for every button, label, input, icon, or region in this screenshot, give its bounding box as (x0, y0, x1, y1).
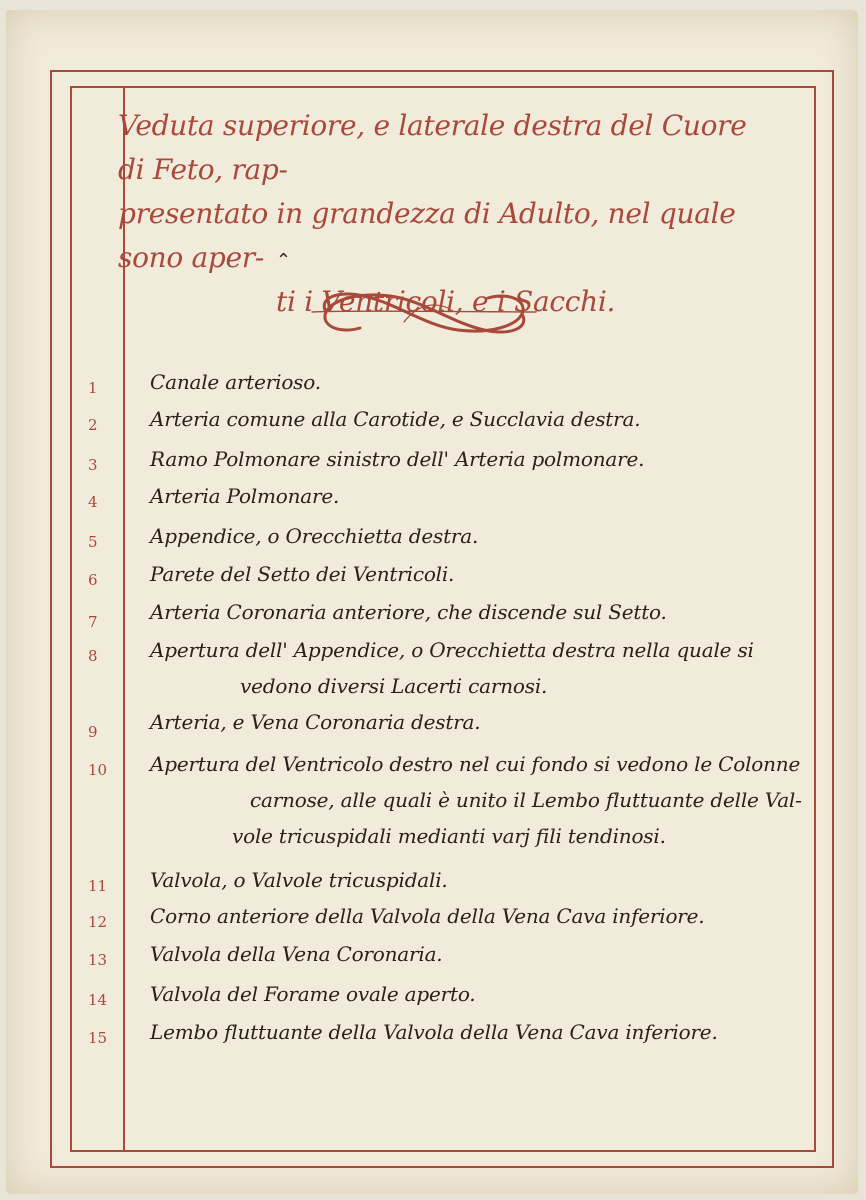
legend-line: Canale arterioso. (150, 370, 321, 394)
legend-line: Corno anteriore della Valvola della Vena Cava inferiore. (150, 904, 705, 928)
legend-text (150, 898, 790, 934)
legend-line: vole tricuspidali medianti varj fili tendinosi. (232, 824, 666, 848)
legend-line: carnose, alle quali è unito il Lembo fluttuante delle Val- (250, 788, 802, 812)
legend-line: Apertura dell' Appendice, o Orecchietta destra nella quale si (150, 638, 754, 662)
legend-line: Ramo Polmonare sinistro dell' Arteria polmonare. (150, 447, 645, 471)
legend-line: Appendice, o Orecchietta destra. (150, 524, 479, 548)
legend-text (150, 441, 790, 477)
legend-line: Valvola della Vena Coronaria. (150, 942, 443, 966)
calligraphic-flourish-icon (308, 282, 540, 344)
legend-text (150, 976, 790, 1012)
legend-number: 10 (88, 761, 108, 779)
legend-text (150, 594, 790, 630)
legend-number: 13 (88, 951, 108, 969)
legend-text (150, 364, 790, 400)
legend-line: Parete del Setto dei Ventricoli. (150, 562, 455, 586)
legend-number: 6 (88, 571, 98, 589)
legend-line: Arteria Polmonare. (150, 484, 340, 508)
legend-text (150, 936, 790, 972)
legend-line: Apertura del Ventricolo destro nel cui fondo si vedono le Colonne (150, 752, 801, 776)
legend-text (150, 478, 790, 514)
legend-text (150, 704, 790, 740)
legend-number: 3 (88, 456, 98, 474)
legend-number: 11 (88, 877, 108, 895)
legend-line: Arteria comune alla Carotide, e Succlavia destra. (150, 407, 641, 431)
legend-number: 12 (88, 913, 108, 931)
legend-number: 2 (88, 416, 98, 434)
legend-line: Lembo fluttuante della Valvola della Vena Cava inferiore. (150, 1020, 718, 1044)
legend-number: 15 (88, 1029, 108, 1047)
legend-line: Valvola del Forame ovale aperto. (150, 982, 476, 1006)
legend-number: 1 (88, 379, 98, 397)
caret-mark-icon: ⌃ (276, 250, 292, 271)
legend-text (150, 401, 790, 437)
legend-line: Arteria Coronaria anteriore, che discende sul Setto. (150, 600, 667, 624)
legend-line: vedono diversi Lacerti carnosi. (240, 674, 548, 698)
legend-text (150, 556, 790, 592)
legend-number: 7 (88, 613, 98, 631)
legend-line: Arteria, e Vena Coronaria destra. (150, 710, 481, 734)
title-line-3: ti i Ventricoli, e i Sacchi. (276, 285, 616, 318)
legend-text (150, 862, 790, 898)
legend-text (150, 1014, 790, 1050)
legend-number: 9 (88, 723, 98, 741)
legend-number: 4 (88, 493, 98, 511)
legend-text (150, 518, 790, 554)
legend-text (150, 746, 802, 854)
legend-number: 5 (88, 533, 98, 551)
legend-line: Valvola, o Valvole tricuspidali. (150, 868, 448, 892)
title-line-1: Veduta superiore, e laterale destra del Cuore di Feto, rap- (118, 109, 747, 186)
legend-text (150, 632, 790, 704)
title-line-2: presentato in grandezza di Adulto, nel quale sono aper- (118, 197, 736, 274)
legend-number: 14 (88, 991, 108, 1009)
legend-number: 8 (88, 647, 98, 665)
